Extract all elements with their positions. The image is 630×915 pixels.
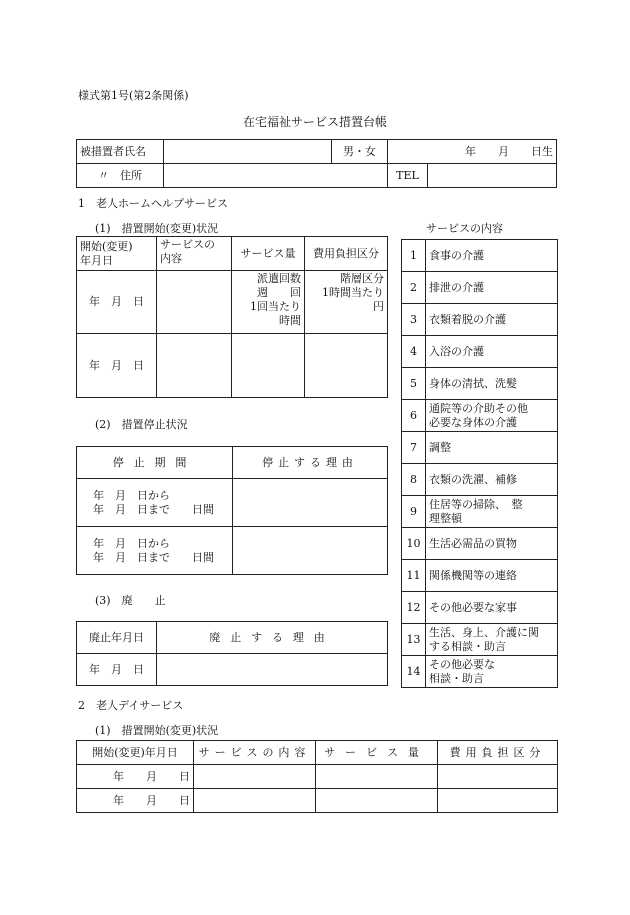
abolish-table <box>76 621 388 686</box>
section1-title: 1 老人ホームヘルプサービス <box>78 197 228 210</box>
date-label: 年 月 日 <box>113 769 190 783</box>
services-title: サービスの内容 <box>426 222 503 235</box>
header-ds-cost: 費用負担区分 <box>438 741 558 765</box>
services-list-table <box>401 239 558 688</box>
service-item <box>402 368 558 400</box>
abolish-date-cell[interactable] <box>77 654 157 686</box>
service-item-label: 住居等の掃除、 整 理整頓 <box>426 496 558 528</box>
service-item-number: 4 <box>402 336 426 368</box>
service-item-label: 排泄の介護 <box>426 272 558 304</box>
service-item-label: 衣類着脱の介護 <box>426 304 558 336</box>
header-start-date: 開始(変更) 年月日 <box>77 237 157 271</box>
date-label: 年 月 日 <box>89 358 144 372</box>
start-date-cell-2[interactable] <box>77 334 157 398</box>
service-item <box>402 400 558 432</box>
service-item-label: 関係機関等の連絡 <box>426 560 558 592</box>
service-item-label: 入浴の介護 <box>426 336 558 368</box>
stop-status-table <box>76 446 388 575</box>
day-service-table <box>76 740 558 813</box>
service-item <box>402 560 558 592</box>
service-item-number: 13 <box>402 624 426 656</box>
birth-date-label: 年 月 日生 <box>465 144 553 158</box>
tel-field[interactable] <box>428 164 557 188</box>
service-item-number: 11 <box>402 560 426 592</box>
stop-period-text: 年 月 日から 年 月 日まで 日間 <box>93 536 214 564</box>
header-service-content: サービスの 内容 <box>157 237 232 271</box>
ds-quantity-cell[interactable] <box>316 765 438 789</box>
start-date-cell[interactable] <box>77 271 157 334</box>
person-info-table <box>76 139 557 188</box>
service-item <box>402 432 558 464</box>
cost-category-cell[interactable] <box>305 271 388 334</box>
service-item-number: 5 <box>402 368 426 400</box>
section2-title: 2 老人デイサービス <box>78 699 184 712</box>
cost-text: 階層区分 1時間当たり 円 <box>322 272 384 313</box>
section1-sub2-title: (2) 措置停止状況 <box>95 418 188 431</box>
ds-start-date-cell[interactable] <box>77 765 194 789</box>
ds-cost-cell-2[interactable] <box>438 789 558 813</box>
ds-content-cell[interactable] <box>194 765 316 789</box>
name-label: 被措置者氏名 <box>77 140 164 164</box>
service-item-number: 1 <box>402 240 426 272</box>
header-abolish-reason: 廃止する理由 <box>157 622 388 654</box>
service-item-number: 6 <box>402 400 426 432</box>
service-item-label: その他必要な家事 <box>426 592 558 624</box>
header-abolish-date: 廃止年月日 <box>77 622 157 654</box>
service-content-cell[interactable] <box>157 271 232 334</box>
service-item-number: 9 <box>402 496 426 528</box>
service-item <box>402 272 558 304</box>
date-label: 年 月 日 <box>89 295 144 308</box>
abolish-date-label: 年 月 日 <box>89 662 144 676</box>
service-quantity-cell-2[interactable] <box>232 334 305 398</box>
date-label: 年 月 日 <box>113 793 190 807</box>
service-item-number: 3 <box>402 304 426 336</box>
ds-cost-cell[interactable] <box>438 765 558 789</box>
ds-start-date-cell-2[interactable] <box>77 789 194 813</box>
header-ds-quantity: サービス量 <box>316 741 438 765</box>
service-item-number: 14 <box>402 656 426 688</box>
ds-quantity-cell-2[interactable] <box>316 789 438 813</box>
birth-date-field[interactable] <box>388 140 557 164</box>
service-item-label: 生活、身上、介護に関 する相談・助言 <box>426 624 558 656</box>
stop-period-cell-2[interactable] <box>77 527 233 575</box>
service-content-cell-2[interactable] <box>157 334 232 398</box>
header-service-quantity: サービス量 <box>232 237 305 271</box>
service-item <box>402 336 558 368</box>
page-title: 在宅福祉サービス措置台帳 <box>242 115 387 129</box>
header-stop-reason: 停止する理由 <box>233 447 388 479</box>
service-item-number: 2 <box>402 272 426 304</box>
ds-content-cell-2[interactable] <box>194 789 316 813</box>
service-item <box>402 304 558 336</box>
service-item-label: 食事の介護 <box>426 240 558 272</box>
address-label: 〃 住所 <box>77 164 164 188</box>
service-item-number: 10 <box>402 528 426 560</box>
service-item-number: 8 <box>402 464 426 496</box>
service-item-label: その他必要な 相談・助言 <box>426 656 558 688</box>
section1-sub1-title: (1) 措置開始(変更)状況 <box>95 222 219 235</box>
service-item-label: 通院等の介助その他 必要な身体の介護 <box>426 400 558 432</box>
section1-sub3-title: (3) 廃 止 <box>95 594 166 607</box>
service-item <box>402 624 558 656</box>
stop-reason-cell-2[interactable] <box>233 527 388 575</box>
stop-reason-cell[interactable] <box>233 479 388 527</box>
service-quantity-cell[interactable] <box>232 271 305 334</box>
cost-category-cell-2[interactable] <box>305 334 388 398</box>
service-item <box>402 656 558 688</box>
quantity-text: 派遣回数 週 回 1回当たり 時間 <box>250 272 301 327</box>
service-item-label: 身体の清拭、洗髪 <box>426 368 558 400</box>
service-item <box>402 496 558 528</box>
name-field[interactable] <box>164 140 332 164</box>
service-item <box>402 592 558 624</box>
form-number-label: 様式第1号(第2条関係) <box>78 89 189 102</box>
stop-period-cell[interactable] <box>77 479 233 527</box>
service-item <box>402 464 558 496</box>
service-item-label: 調整 <box>426 432 558 464</box>
service-item-number: 7 <box>402 432 426 464</box>
service-item-label: 衣類の洗濯、補修 <box>426 464 558 496</box>
service-item-number: 12 <box>402 592 426 624</box>
service-item <box>402 240 558 272</box>
start-status-table <box>76 236 388 398</box>
section2-sub1-title: (1) 措置開始(変更)状況 <box>95 724 219 737</box>
address-field[interactable] <box>164 164 388 188</box>
header-ds-content: サービスの内容 <box>194 741 316 765</box>
header-cost-category: 費用負担区分 <box>305 237 388 271</box>
gender-label: 男・女 <box>332 140 388 164</box>
abolish-reason-cell[interactable] <box>157 654 388 686</box>
stop-period-text: 年 月 日から 年 月 日まで 日間 <box>93 488 214 516</box>
header-ds-start-date: 開始(変更)年月日 <box>77 741 194 765</box>
service-item-label: 生活必需品の買物 <box>426 528 558 560</box>
service-item <box>402 528 558 560</box>
header-stop-period: 停止期間 <box>77 447 233 479</box>
tel-label: TEL <box>388 164 428 188</box>
